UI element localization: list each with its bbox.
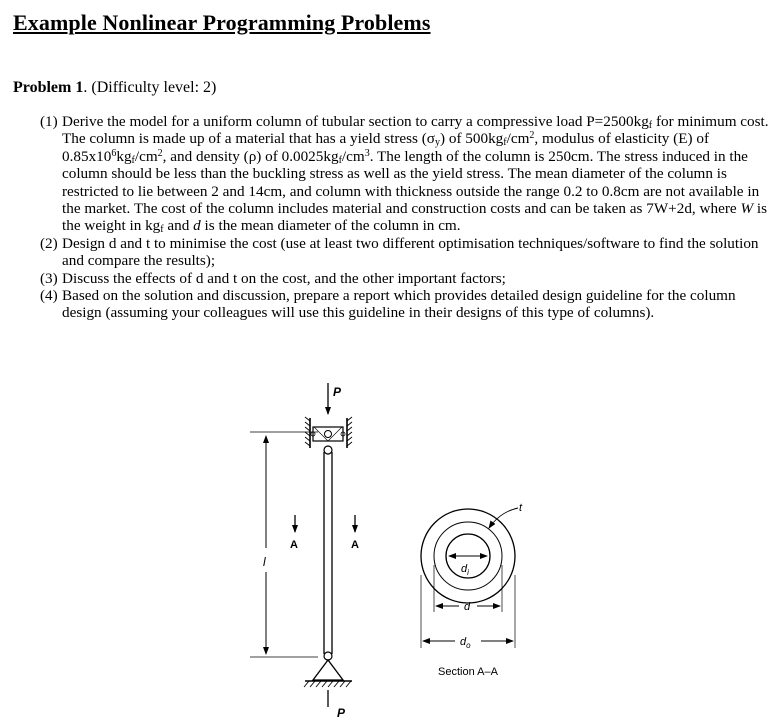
section-marker-right-label: A [351,539,359,551]
section-marker-left-label: A [290,539,298,551]
bottom-support-icon [304,660,352,687]
length-label: l [263,555,266,569]
task-text: Design d and t to minimise the cost (use at least two different optimisation techniques/software to find the solution and compare the results); [62,234,759,270]
problem-label: Problem 1 [13,79,84,96]
top-support-icon [305,417,352,448]
length-dimension [250,432,318,657]
task-number: (2) [40,234,58,252]
task-text: Discuss the effects of d and t on the cost, and the other important factors; [62,269,506,287]
task-number: (1) [40,113,58,130]
top-load-label: P [333,385,342,399]
problem-difficulty: . (Difficulty level: 2) [83,79,217,96]
task-number: (3) [40,269,58,287]
document-title: Example Nonlinear Programming Problems [13,10,431,35]
bottom-load-label: P [337,706,346,720]
column-body [324,446,332,660]
outer-diameter-label: $d_o$ [460,636,471,650]
inner-diameter-label: $d_i$ [461,563,469,577]
mean-diameter-label: d [464,601,471,613]
task-text: Based on the solution and discussion, prepare a report which provides detailed design guideline for the column design (assuming your colleagues will use this guideline in their designs of this type of columns). [62,287,736,322]
thickness-label: t [519,502,523,514]
section-caption: Section A–A [438,666,498,678]
task-number: (4) [40,287,58,305]
task-text: Derive the model for a uniform column of tubular section to carry a compressive load $P=2500kg_f$ for minimum cost. The column is made up of a material that has a yield stress $(\sigma_y)$ of $500kg_f/cm^2$, modulus of elasticity (E) of $0.85x10^6kg_f/cm^2$, and density (ρ) of $0.0025kg_f/cm^3$. The length of the column is 250cm. The stress induced in the column should be less than the buckling stress as well as the yield stress. The mean diameter of the column is restricted to lie between 2 and 14cm, and column with thickness outside the range 0.2 to 0.8cm are not available in the market. The cost of the column includes material and construction costs and can be taken as 7W+2d, where W is the weight in $kg_f$ and d is the mean diameter of the column in cm. [62,113,769,236]
